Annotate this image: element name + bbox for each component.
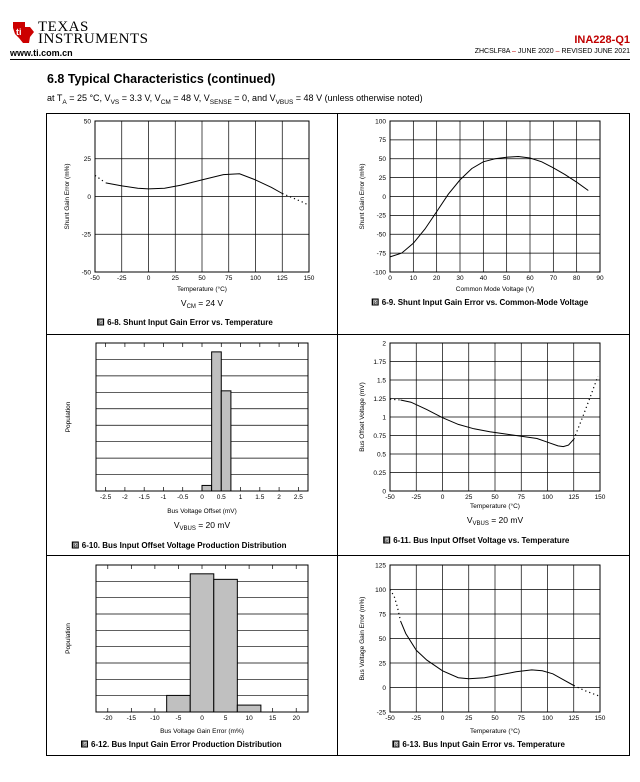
x-tick-label: 75 (225, 275, 233, 282)
y-tick-label: 25 (83, 156, 91, 164)
x-tick-label: 0 (440, 494, 445, 501)
x-tick-label: -25 (117, 275, 127, 282)
figure-number: 6-9. (381, 298, 398, 307)
x-tick-label: -50 (385, 715, 395, 722)
x-tick-label: 60 (526, 275, 534, 282)
x-tick-label: 15 (269, 715, 277, 722)
histogram-bar (214, 579, 238, 712)
y-tick-label: 100 (375, 586, 386, 594)
x-tick-label: 150 (303, 275, 315, 282)
x-tick-label: 50 (503, 275, 511, 282)
x-tick-label: -20 (103, 715, 113, 722)
x-tick-label: 50 (491, 494, 499, 501)
doc-revised: REVISED JUNE 2021 (561, 48, 630, 55)
condition-label (181, 298, 224, 310)
condition-post: = 24 V (195, 298, 224, 308)
y-axis-label: Population (65, 401, 72, 433)
x-tick-label: 100 (542, 494, 553, 501)
x-tick-label: 150 (594, 494, 606, 501)
figure-icon-glyph: 图 (73, 543, 79, 549)
x-tick-label: 90 (596, 275, 604, 282)
x-tick-label: -25 (411, 715, 421, 722)
plot-frame (96, 343, 308, 491)
figure-icon-glyph: 图 (98, 320, 104, 326)
x-tick-label: 10 (245, 715, 253, 722)
y-tick-label: 1.25 (373, 395, 386, 403)
condition-pre: V (466, 515, 473, 525)
x-tick-label: 100 (250, 275, 261, 282)
figure-icon-glyph: 图 (393, 742, 399, 748)
y-tick-label: 1 (382, 414, 386, 422)
condition-sub: VBUS (472, 521, 489, 527)
figure-title: Bus Input Offset Voltage Production Distribution (102, 541, 287, 550)
x-tick-label: 30 (456, 275, 464, 282)
x-tick-label: 70 (549, 275, 557, 282)
y-tick-label: 0 (382, 684, 386, 692)
figure-icon-glyph: 图 (372, 300, 378, 306)
x-tick-label: 0 (200, 494, 204, 501)
x-tick-label: 150 (594, 715, 606, 722)
x-tick-label: 50 (491, 715, 499, 722)
y-tick-label: 0 (87, 193, 91, 201)
x-tick-label: 80 (573, 275, 581, 282)
histogram-bar (167, 695, 191, 712)
x-tick-label: -1 (160, 494, 167, 501)
x-tick-label: 0.5 (216, 494, 226, 501)
separator: – (512, 48, 516, 55)
y-tick-label: 25 (378, 660, 386, 668)
x-axis-label: Common Mode Voltage (V) (455, 286, 535, 293)
x-tick-label: 50 (198, 275, 206, 282)
y-tick-label: -25 (376, 709, 386, 717)
histogram-bar (190, 574, 214, 712)
y-tick-label: 0.25 (373, 469, 386, 477)
y-tick-label: 50 (378, 635, 386, 643)
x-axis-label: Temperature (°C) (470, 503, 520, 510)
x-tick-label: -50 (90, 275, 100, 282)
histogram-bar (212, 352, 222, 491)
figure-number: 6-13. (402, 740, 423, 749)
part-number[interactable]: INA228-Q1 (574, 34, 630, 46)
condition-post: = 20 mV (195, 520, 231, 530)
fig-6-12 (65, 565, 308, 749)
x-tick-label: -1.5 (138, 494, 150, 501)
x-tick-label: 75 (517, 494, 525, 501)
x-axis-label: Bus Voltage Offset (mV) (167, 508, 237, 515)
y-tick-label: 1.75 (373, 358, 386, 366)
x-tick-label: 40 (479, 275, 487, 282)
test-conditions: at $T_A = 25$ °C, $V_{VS} = 3.3$ V, $V_{CM} = 48$ V, $V_{SENSE} = 0$, and $V_{VBUS} = 48$ V (unless otherwise noted) (47, 93, 423, 106)
y-tick-label: 125 (375, 562, 386, 570)
figure-caption (91, 740, 282, 749)
fig-6-8 (64, 118, 315, 327)
x-tick-label: 1.5 (255, 494, 265, 501)
y-tick-label: 75 (378, 611, 386, 619)
y-axis-label: Bus Offset Voltage (mV) (359, 382, 366, 452)
y-axis-label: Shunt Gain Error (m%) (359, 163, 366, 230)
svg-text:ti: ti (16, 27, 22, 37)
figure-title: Shunt Input Gain Error vs. Temperature (123, 318, 273, 327)
x-tick-label: 125 (568, 715, 580, 722)
condition-sub: CM (186, 304, 196, 310)
condition-pre: V (173, 520, 180, 530)
x-axis-label: Temperature (°C) (470, 728, 520, 735)
x-tick-label: 0 (440, 715, 445, 722)
x-tick-label: -5 (175, 715, 182, 722)
x-tick-label: 1 (238, 494, 243, 501)
x-tick-label: 125 (568, 494, 580, 501)
y-tick-label: -100 (372, 269, 386, 277)
figure-title: Bus Input Gain Error vs. Temperature (422, 740, 565, 749)
histogram-bar (221, 391, 231, 491)
doc-date: JUNE 2020 (517, 48, 554, 55)
y-tick-label: -50 (376, 231, 386, 239)
y-axis-label: Bus Voltage Gain Error (m%) (359, 596, 366, 681)
figure-caption (82, 541, 287, 550)
x-tick-label: 0 (146, 275, 151, 282)
x-tick-label: -2 (122, 494, 128, 501)
condition-post: = 20 mV (488, 515, 524, 525)
y-axis-label: Shunt Gain Error (m%) (64, 163, 71, 230)
condition-label (174, 520, 231, 532)
y-tick-label: -25 (81, 231, 91, 239)
x-tick-label: 0 (388, 275, 392, 282)
x-axis-label: Temperature (°C) (177, 286, 227, 293)
brand-instruments: INSTRUMENTS (38, 31, 149, 47)
figure-number: 6-8. (107, 318, 124, 327)
figure-caption (402, 740, 565, 749)
y-tick-label: 0 (382, 193, 386, 201)
y-tick-label: 0.75 (373, 432, 386, 440)
y-tick-label: -50 (81, 269, 91, 277)
condition-label (467, 515, 524, 527)
x-tick-label: -15 (126, 715, 137, 722)
figure-title: Shunt Input Gain Error vs. Common-Mode Voltage (397, 298, 589, 307)
y-tick-label: 50 (378, 156, 386, 164)
figure-number: 6-11. (393, 536, 414, 545)
x-tick-label: 20 (433, 275, 441, 282)
x-tick-label: 20 (292, 715, 300, 722)
y-tick-label: 75 (378, 137, 386, 145)
x-tick-label: 0 (200, 715, 204, 722)
x-tick-label: -0.5 (177, 494, 189, 501)
y-tick-label: 50 (83, 118, 91, 126)
y-tick-label: 25 (378, 174, 386, 182)
y-tick-label: 0 (382, 488, 386, 496)
condition-pre: V (180, 298, 187, 308)
section-title: 6.8 Typical Characteristics (continued) (47, 72, 276, 86)
x-tick-label: 125 (276, 275, 288, 282)
x-axis-label: Bus Voltage Gain Error (m%) (160, 728, 244, 735)
x-tick-label: 5 (223, 715, 228, 722)
fig-6-10 (65, 343, 308, 550)
doc-id: ZHCSLF8A (474, 48, 511, 55)
y-tick-label: 1.5 (376, 377, 386, 385)
x-tick-label: 10 (409, 275, 417, 282)
histogram-bar (237, 705, 261, 712)
y-tick-label: -25 (376, 212, 386, 220)
figure-title: Bus Input Offset Voltage vs. Temperature (413, 536, 570, 545)
x-tick-label: -10 (150, 715, 160, 722)
figure-title: Bus Input Gain Error Production Distribution (111, 740, 282, 749)
y-tick-label: 2 (382, 340, 386, 348)
x-tick-label: 25 (465, 494, 473, 501)
condition-sub: VBUS (179, 526, 196, 532)
fig-6-9 (359, 118, 604, 307)
figure-icon-glyph: 图 (82, 742, 88, 748)
fig-6-13 (359, 562, 606, 749)
site-url[interactable]: www.ti.com.cn (10, 48, 73, 58)
x-tick-label: 75 (517, 715, 525, 722)
figure-number: 6-12. (91, 740, 112, 749)
x-tick-label: -2.5 (100, 494, 112, 501)
x-tick-label: 2 (277, 494, 281, 501)
figure-caption (382, 298, 589, 307)
x-tick-label: 25 (465, 715, 473, 722)
y-axis-label: Population (65, 623, 72, 654)
figure-caption (107, 318, 273, 327)
figure-caption (393, 536, 570, 545)
y-tick-label: 0.5 (376, 451, 386, 459)
figure-icon-glyph: 图 (384, 538, 390, 544)
x-tick-label: -50 (385, 494, 395, 501)
brand-texas: TEXAS (38, 19, 89, 35)
figure-number: 6-10. (81, 541, 103, 550)
x-tick-label: 25 (171, 275, 179, 282)
histogram-bar (202, 485, 212, 491)
y-tick-label: 100 (375, 118, 386, 126)
x-tick-label: -25 (411, 494, 421, 501)
x-tick-label: 2.5 (293, 494, 303, 501)
y-tick-label: -75 (376, 250, 386, 258)
x-tick-label: 100 (542, 715, 553, 722)
separator: – (555, 48, 560, 55)
fig-6-11 (359, 340, 606, 545)
